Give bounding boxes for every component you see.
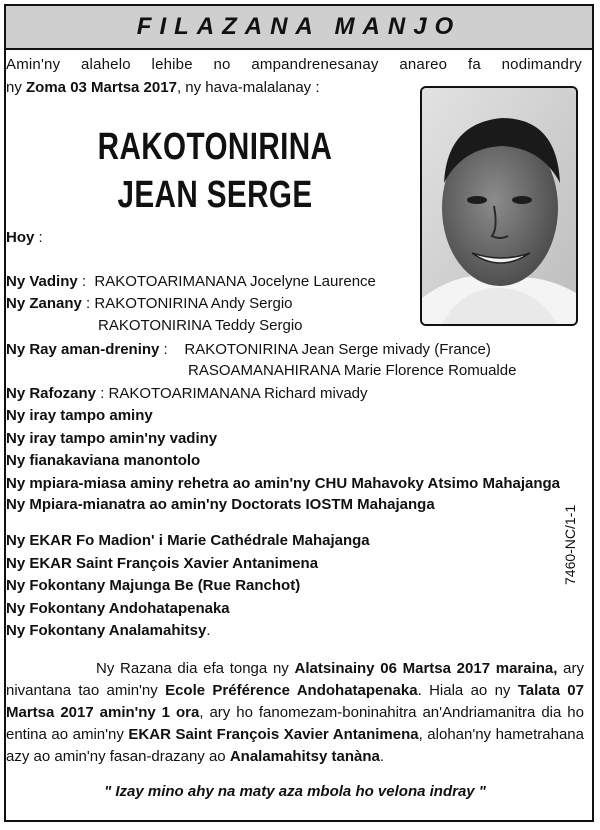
family-other-5: Ny Mpiara-mianatra ao amin'ny Doctorats IOSTM Mahajanga [6,496,435,513]
deceased-photo [420,86,578,326]
intro-prefix: ny [6,79,27,96]
schedule-line-3: Martsa 2017 amin'ny 1 ora, ary ho fanomezam-boninahitra an'Andriamanitra dia ho [6,704,584,721]
zanany-line: Ny Zanany : RAKOTONIRINA Andy Sergio [6,295,293,312]
group-2: Ny EKAR Saint François Xavier Antanimena [6,555,319,572]
schedule-line-5: azy ao amin'ny fasan-drazany ao Analamahitsy tanàna. [6,748,385,765]
group-1: Ny EKAR Fo Madion' i Marie Cathédrale Mahajanga [6,532,370,549]
header-band [6,6,592,50]
vadiny-line: Ny Vadiny : RAKOTOARIMANANA Jocelyne Laurence [6,273,376,290]
ray-value-1: RAKOTONIRINA Jean Serge mivady (France) [184,341,491,358]
group-3: Ny Fokontany Majunga Be (Rue Ranchot) [6,577,301,594]
deceased-name [79,123,352,219]
rafozany-value: RAKOTOARIMANANA Richard mivady [108,385,368,402]
schedule-paragraph [6,658,584,768]
ray-line: Ny Ray aman-dreniny : RAKOTONIRINA Jean Serge mivady (France) [6,341,491,358]
group-5-line: Ny Fokontany Analamahitsy. [6,622,211,639]
reference-code: 7460-NC/1-1 [562,504,578,585]
zanany-label: Ny Zanany [6,295,82,312]
vadiny-value: RAKOTOARIMANANA Jocelyne Laurence [94,273,376,290]
zanany-value-1: RAKOTONIRINA Andy Sergio [94,295,293,312]
ray-value-2: RASOAMANAHIRANA Marie Florence Romualde [188,362,517,379]
zanany-value-2: RAKOTONIRINA Teddy Sergio [98,317,303,334]
hoy-colon: : [34,229,43,246]
family-other-2: Ny iray tampo amin'ny vadiny [6,430,218,447]
deceased-surname: RAKOTONIRINA [97,126,333,168]
family-other-3: Ny fianakaviana manontolo [6,452,201,469]
intro-line-2 [6,78,320,97]
portrait-image [422,88,576,324]
rafozany-label: Ny Rafozany [6,385,97,402]
rafozany-line: Ny Rafozany : RAKOTOARIMANANA Richard mivady [6,385,368,402]
group-4: Ny Fokontany Andohatapenaka [6,600,230,617]
schedule-line-2: nivantana tao amin'ny Ecole Préférence Andohatapenaka. Hiala ao ny Talata 07 [6,682,584,699]
schedule-line-1: Ny Razana dia efa tonga ny Alatsinainy 06 Martsa 2017 maraina, ary [96,660,584,677]
death-date: Zoma 03 Martsa 2017 [26,79,177,96]
closing-quote: " Izay mino ahy na maty aza mbola ho velona indray " [104,783,486,800]
vadiny-label: Ny Vadiny [6,273,78,290]
group-5: Ny Fokontany Analamahitsy [6,622,207,639]
deceased-given-name: JEAN SERGE [117,174,313,216]
schedule-line-4: entina ao amin'ny EKAR Saint François Xavier Antanimena, alohan'ny hametrahana [6,726,584,743]
intro-suffix: , ny hava-malalanay : [176,79,320,96]
hoy-label: Hoy [6,229,35,246]
ray-label: Ny Ray aman-dreniny [6,341,160,358]
notice-title: FILAZANA MANJO [136,13,462,40]
hoy-line [6,228,43,247]
family-other-1: Ny iray tampo aminy [6,407,153,424]
family-other-4: Ny mpiara-miasa aminy rehetra ao amin'ny CHU Mahavoky Atsimo Mahajanga [6,475,561,492]
intro-line-1: Amin'ny alahelo lehibe no ampandrenesanay anareo fa nodimandry [6,56,582,73]
